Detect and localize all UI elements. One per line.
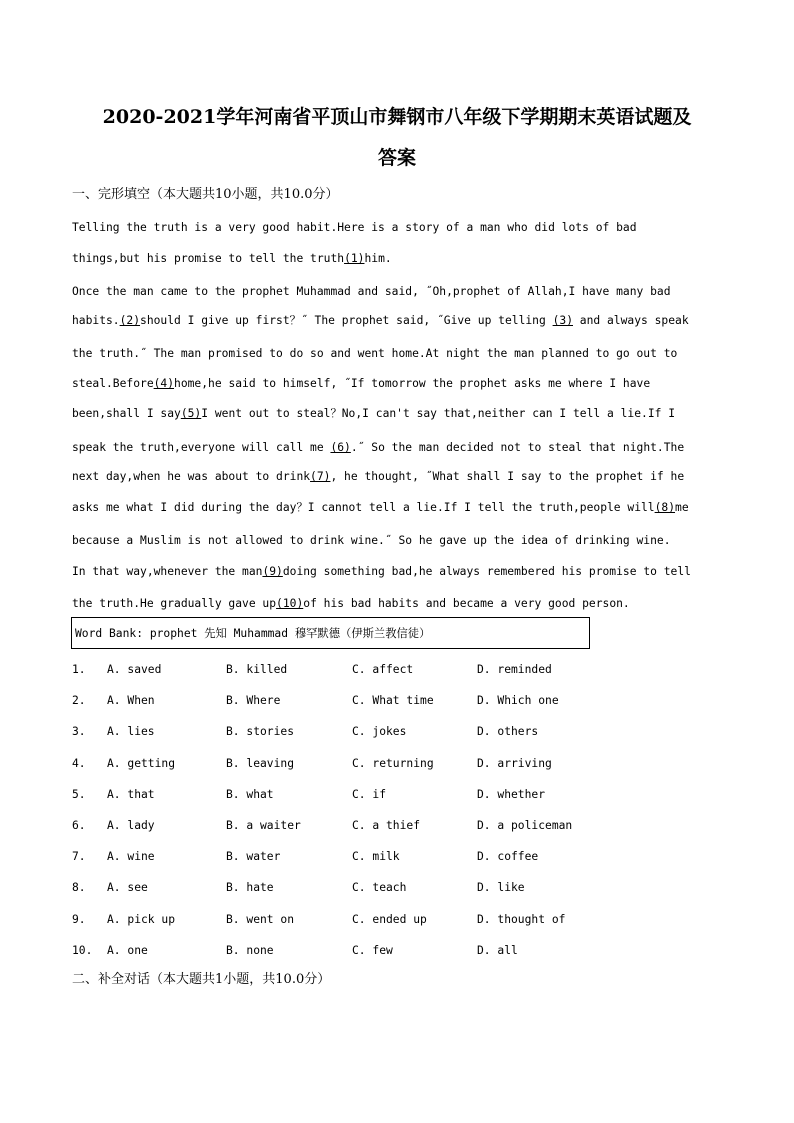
option-d: D. coffee	[477, 850, 539, 863]
option-b: B. killed	[226, 663, 288, 676]
option-d: D. all	[477, 944, 518, 957]
option-b: B. water	[226, 850, 281, 863]
passage-text: habits.	[72, 314, 120, 327]
option-a: A. getting	[107, 757, 176, 770]
option-a: A. see	[107, 881, 148, 894]
option-b: B. none	[226, 944, 274, 957]
passage-line: the truth.˝ The man promised to do so and went home.At night the man planned to go out to	[72, 347, 678, 360]
page-title-continued: 答案	[377, 147, 416, 169]
passage-text: I went out to steal？No,I can't say that,neither can I tell a lie.If I	[201, 407, 676, 420]
blank-3: (3)	[552, 314, 573, 327]
passage-line	[72, 406, 712, 422]
passage-text: asks me what I did during the day？I cannot tell a lie.If I tell the truth,people will	[72, 501, 655, 514]
question-row	[72, 880, 712, 896]
option-d: D. others	[477, 725, 539, 738]
passage-text: and always speak	[573, 314, 689, 327]
option-d: D. reminded	[477, 663, 552, 676]
section-heading-dialogue: 二、补全对话（本大题共1小题，共10.0分）	[72, 972, 331, 987]
option-a: A. one	[107, 944, 148, 957]
passage-text: .˝ So the man decided not to steal that night.The	[350, 441, 685, 454]
passage-line: Once the man came to the prophet Muhammad and said, ˝Oh,prophet of Allah,I have many bad	[72, 285, 671, 298]
blank-5: (5)	[180, 407, 202, 420]
option-d: D. thought of	[477, 913, 566, 926]
question-number: 1.	[72, 663, 86, 676]
blank-6: (6)	[330, 441, 351, 454]
passage-text: next day,when he was about to drink	[72, 470, 311, 483]
blank-4: (4)	[153, 377, 175, 390]
section-heading-cloze: 一、完形填空（本大题共10小题，共10.0分）	[72, 187, 339, 202]
page-title: 2020-2021学年河南省平顶山市舞钢市八年级下学期期末英语试题及	[102, 106, 692, 128]
option-c: C. milk	[352, 850, 400, 863]
word-bank-box	[71, 617, 590, 649]
question-row	[72, 912, 712, 928]
question-row	[72, 662, 712, 678]
option-a: A. saved	[107, 663, 162, 676]
passage-line: because a Muslim is not allowed to drink wine.˝ So he gave up the idea of drinking wine.	[72, 534, 671, 547]
passage-text: me	[675, 501, 689, 514]
question-row	[72, 693, 712, 709]
option-c: C. few	[352, 944, 393, 957]
passage-line: Telling the truth is a very good habit.Here is a story of a man who did lots of bad	[72, 221, 637, 234]
question-number: 7.	[72, 850, 86, 863]
option-a: A. that	[107, 788, 155, 801]
option-d: D. like	[477, 881, 525, 894]
option-d: D. Which one	[477, 694, 559, 707]
question-row	[72, 756, 712, 772]
blank-10: (10)	[276, 597, 304, 610]
question-number: 6.	[72, 819, 86, 832]
option-b: B. a waiter	[226, 819, 301, 832]
question-row	[72, 818, 712, 834]
passage-line	[72, 376, 712, 392]
passage-text: of his bad habits and became a very good person.	[303, 597, 630, 610]
passage-text: doing something bad,he always remembered his promise to tell	[282, 565, 691, 578]
passage-text: speak the truth,everyone will call me	[72, 441, 331, 454]
question-row	[72, 943, 712, 959]
question-row	[72, 724, 712, 740]
option-c: C. teach	[352, 881, 407, 894]
option-b: B. stories	[226, 725, 295, 738]
option-d: D. whether	[477, 788, 546, 801]
passage-line	[72, 440, 712, 456]
option-d: D. a policeman	[477, 819, 573, 832]
option-b: B. hate	[226, 881, 274, 894]
option-a: A. pick up	[107, 913, 176, 926]
passage-text: home,he said to himself, ˝If tomorrow the prophet asks me where I have	[174, 377, 651, 390]
passage-text: steal.Before	[72, 377, 154, 390]
passage-text: the truth.He gradually gave up	[72, 597, 277, 610]
option-a: A. When	[107, 694, 155, 707]
blank-9: (9)	[262, 565, 283, 578]
passage-line	[72, 469, 712, 485]
question-number: 10.	[72, 944, 93, 957]
option-b: B. what	[226, 788, 274, 801]
question-number: 8.	[72, 881, 86, 894]
option-c: C. a thief	[352, 819, 421, 832]
passage-text: things,but his promise to tell the truth	[72, 252, 345, 265]
question-number: 3.	[72, 725, 86, 738]
passage-text: been,shall I say	[72, 407, 181, 420]
question-number: 9.	[72, 913, 86, 926]
option-a: A. lies	[107, 725, 155, 738]
passage-text: , he thought, ˝What shall I say to the prophet if he	[330, 470, 685, 483]
option-c: C. What time	[352, 694, 434, 707]
option-d: D. arriving	[477, 757, 552, 770]
option-a: A. lady	[107, 819, 155, 832]
option-c: C. jokes	[352, 725, 407, 738]
option-b: B. went on	[226, 913, 295, 926]
question-number: 5.	[72, 788, 86, 801]
question-number: 2.	[72, 694, 86, 707]
passage-text: him.	[364, 252, 392, 265]
passage-line	[72, 564, 712, 580]
passage-text: In that way,whenever the man	[72, 565, 263, 578]
passage-text: should I give up first？˝ The prophet said, ˝Give up telling	[140, 314, 553, 327]
passage-line	[72, 596, 712, 612]
blank-8: (8)	[654, 501, 676, 514]
option-c: C. returning	[352, 757, 434, 770]
option-a: A. wine	[107, 850, 155, 863]
option-c: C. ended up	[352, 913, 427, 926]
option-b: B. Where	[226, 694, 281, 707]
question-number: 4.	[72, 757, 86, 770]
question-row	[72, 787, 712, 803]
passage-line	[72, 500, 712, 516]
passage-line	[72, 313, 712, 329]
option-c: C. affect	[352, 663, 414, 676]
question-row	[72, 849, 712, 865]
option-b: B. leaving	[226, 757, 295, 770]
blank-7: (7)	[310, 470, 331, 483]
blank-1: (1)	[344, 252, 365, 265]
option-c: C. if	[352, 788, 387, 801]
passage-line	[72, 251, 712, 267]
blank-2: (2)	[119, 314, 141, 327]
word-bank-text: Word Bank: prophet 先知 Muhammad 穆罕默德（伊斯兰教信徒）	[75, 627, 431, 640]
